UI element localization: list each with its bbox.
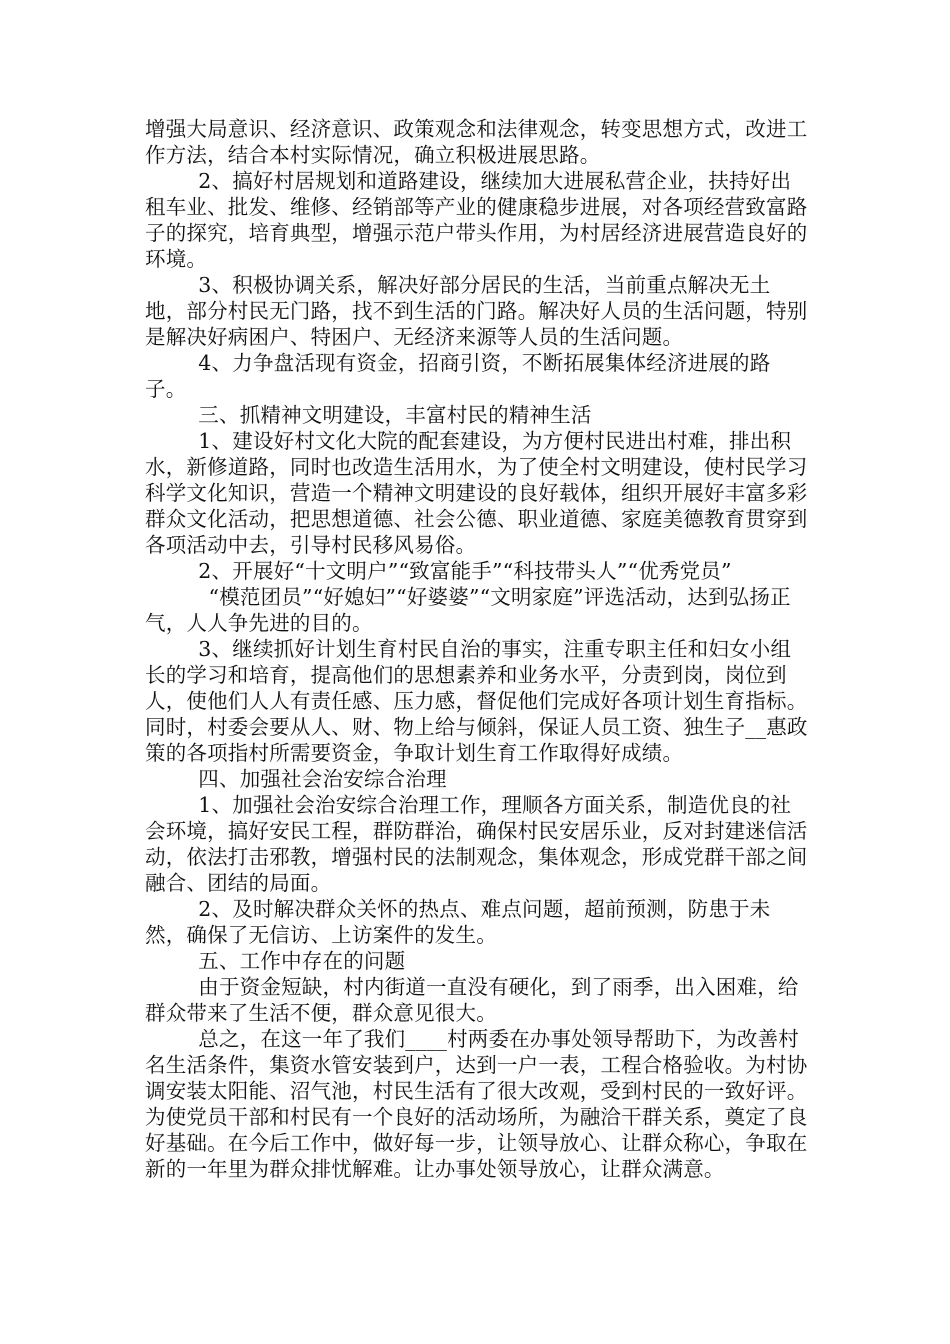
section-heading-4: 四、加强社会治安综合治理 <box>198 767 447 791</box>
paragraph-culture-2-cont: “模范团员”“好媳妇”“好婆婆”“文明家庭”评选活动，达到弘扬正气，人人争先进的目的。 <box>145 585 791 635</box>
paragraph-security-1: 1、加强社会治安综合治理工作，理顺各方面关系，制造优良的社会环境，搞好安民工程，群防群治，确保村民安居乐业，反对封建迷信活动，依法打击邪教，增强村民的法制观念，集体观念，形成党群干部之间融合、团结的局面。 <box>145 793 808 895</box>
paragraph-problems: 由于资金短缺，村内街道一直没有硬化，到了雨季，出入困难，给群众带来了生活不便，群众意见很大。 <box>145 975 799 1025</box>
paragraph-culture-2: 2、开展好“十文明户”“致富能手”“科技带头人”“优秀党员” <box>198 559 732 583</box>
paragraph-culture-3: 3、继续抓好计划生育村民自治的事实，注重专职主任和妇女小组长的学习和培育，提高他们的思想素养和业务水平，分责到岗，岗位到人，使他们人人有责任感、压力感，督促他们完成好各项计划生育指标。同时，村委会要从人、财、物上给与倾斜，保证人员工资、独生子__惠政策的各项指村所需要资金，争取计划生育工作取得好成绩。 <box>145 637 808 765</box>
paragraph-item-4-funds: 4、力争盘活现有资金，招商引资，不断拓展集体经济进展的路子。 <box>145 351 771 401</box>
paragraph-culture-1: 1、建设好村文化大院的配套建设，为方便村民进出村难，排出积水，新修道路，同时也改造生活用水，为了使全村文明建设，使村民学习科学文化知识，营造一个精神文明建设的良好载体，组织开展好丰富多彩群众文化活动，把思想道德、社会公德、职业道德、家庭美德教育贯穿到各项活动中去，引导村民移风易俗。 <box>145 429 808 557</box>
paragraph-summary: 总之，在这一年了我们____村两委在办事处领导帮助下，为改善村名生活条件，集资水管安装到户，达到一户一表，工程合格验收。为村协调安装太阳能、沼气池，村民生活有了很大改观，受到村民的一致好评。为使党员干部和村民有一个良好的活动场所，为融洽干群关系，奠定了良好基础。在今后工作中，做好每一步，让领导放心、让群众称心，争取在新的一年里为群众排忧解难。让办事处领导放心，让群众满意。 <box>145 1027 808 1181</box>
paragraph-item-2-planning: 2、搞好村居规划和道路建设，继续加大进展私营企业，扶持好出租车业、批发、维修、经销部等产业的健康稳步进展，对各项经营致富路子的探究，培育典型，增强示范户带头作用，为村居经济进展营造良好的环境。 <box>145 169 808 271</box>
document-body <box>145 116 810 1182</box>
paragraph-continuation: 增强大局意识、经济意识、政策观念和法律观念，转变思想方式，改进工作方法，结合本村实际情况，确立积极进展思路。 <box>145 117 808 167</box>
paragraph-security-2: 2、及时解决群众关怀的热点、难点问题，超前预测，防患于未然，确保了无信访、上访案件的发生。 <box>145 897 771 947</box>
paragraph-item-3-coordination: 3、积极协调关系，解决好部分居民的生活，当前重点解决无土地，部分村民无门路，找不到生活的门路。解决好人员的生活问题，特别是解决好病困户、特困户、无经济来源等人员的生活问题。 <box>145 273 808 349</box>
section-heading-5: 五、工作中存在的问题 <box>198 949 406 973</box>
section-heading-3: 三、抓精神文明建设，丰富村民的精神生活 <box>198 403 592 427</box>
